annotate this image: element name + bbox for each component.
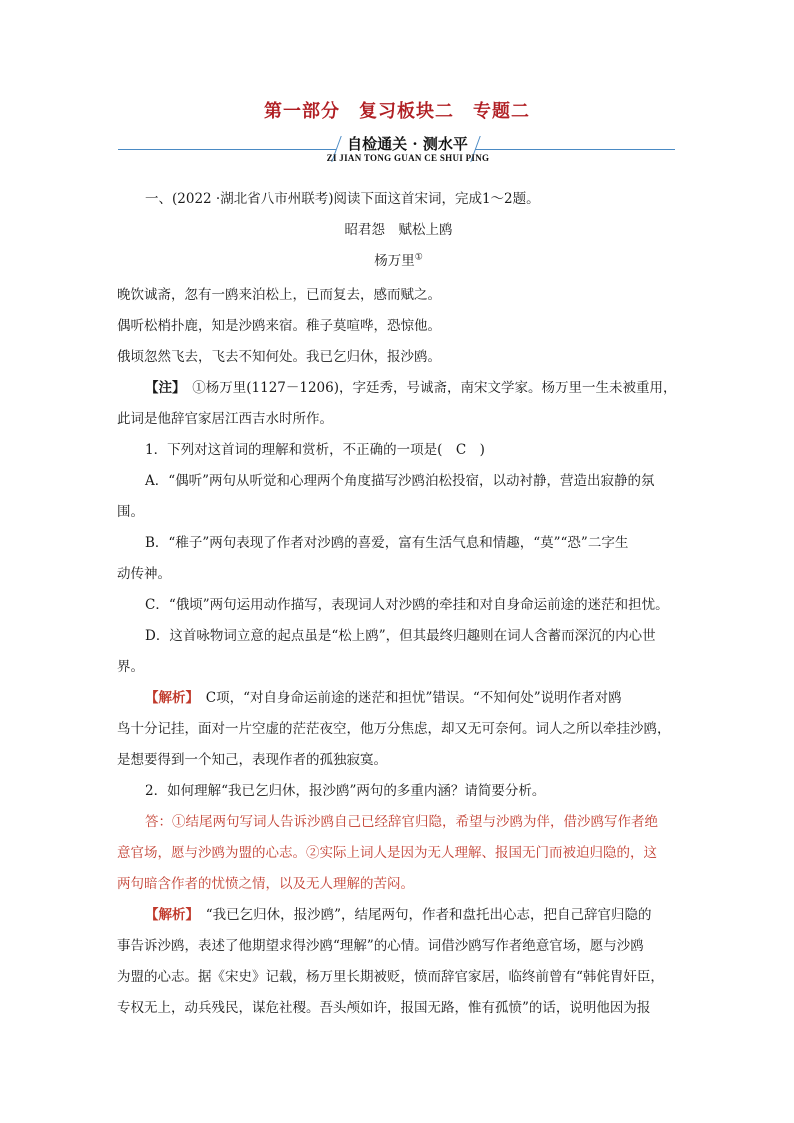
option-c: C．“俄顷”两句运用动作描写，表现词人对沙鸥的牵挂和对自身命运前途的迷茫和担忧。 bbox=[145, 597, 669, 613]
analysis-1-line bbox=[145, 686, 622, 706]
option-b-cont: 动传神。 bbox=[117, 566, 171, 582]
poem-preface: 晚饮诚斋，忽有一鸥来泊松上，已而复去，感而赋之。 bbox=[117, 287, 441, 303]
analysis-text: “我已乞归休，报沙鸥”，结尾两句，作者和盘托出心志，把自己辞官归隐的 bbox=[192, 907, 652, 923]
option-d: D．这首咏物词立意的起点虽是“松上鸥”，但其最终归趣则在词人含蓄而深沉的内心世 bbox=[145, 628, 656, 644]
banner-subtitle: ZI JIAN TONG GUAN CE SHUI PING bbox=[326, 153, 490, 163]
option-d-cont: 界。 bbox=[117, 659, 144, 675]
note-text: ①杨万里(1127－1206)，字廷秀，号诚斋，南宋文学家。杨万里一生未被重用， bbox=[178, 380, 677, 396]
analysis-2-line: 专权无上，动兵残民，谋危社稷。吾头颅如许，报国无路，惟有孤愤”的话，说明他因为报 bbox=[117, 1000, 651, 1016]
poem-title: 昭君怨 赋松上鸥 bbox=[344, 222, 453, 238]
poem-author-line bbox=[117, 249, 680, 269]
analysis-2-line: 事告诉沙鸥，表述了他期望求得沙鸥“理解”的心情。词借沙鸥写作者绝意官场，愿与沙鸥 bbox=[117, 938, 644, 954]
analysis-1-line: 鸟十分记挂，面对一片空虚的茫茫夜空，他万分焦虑，却又无可奈何。词人之所以牵挂沙鸥， bbox=[117, 721, 671, 737]
poem-verse: 偶听松梢扑鹿，知是沙鸥来宿。稚子莫喧哗，恐惊他。 bbox=[117, 318, 441, 334]
answer-2-line: 答：①结尾两句写词人告诉沙鸥自己已经辞官归隐，希望与沙鸥为伴，借沙鸥写作者绝 bbox=[145, 814, 658, 830]
question-1-stem: 1．下列对这首词的理解和赏析，不正确的一项是( C ) bbox=[145, 442, 485, 458]
option-a-cont: 围。 bbox=[117, 504, 144, 520]
analysis-label: 【解析】 bbox=[145, 907, 193, 923]
note-label: 【注】 bbox=[145, 380, 179, 396]
analysis-1-line: 是想要得到一个知己，表现作者的孤独寂寞。 bbox=[117, 752, 387, 768]
analysis-label: 【解析】 bbox=[145, 690, 193, 706]
banner-line-right bbox=[475, 149, 675, 150]
answer-2-line: 两句暗含作者的忧愤之情，以及无人理解的苦闷。 bbox=[117, 876, 414, 892]
analysis-text: C项，“对自身命运前途的迷茫和担忧”错误。“不知何处”说明作者对鸥 bbox=[192, 690, 622, 706]
banner-line-left bbox=[118, 149, 336, 150]
poem-verse: 俄顷忽然飞去，飞去不知何处。我已乞归休，报沙鸥。 bbox=[117, 349, 441, 365]
page-title: 第一部分 复习板块二 专题二 bbox=[264, 101, 530, 122]
analysis-2-line: 为盟的心志。据《宋史》记载，杨万里长期被贬，愤而辞官家居，临终前曾有“韩侂胄奸臣， bbox=[117, 969, 664, 985]
analysis-2-line bbox=[145, 903, 652, 923]
option-b: B．“稚子”两句表现了作者对沙鸥的喜爱，富有生活气息和情趣，“莫”“恐”二字生 bbox=[145, 535, 629, 551]
note-line: 此词是他辞官家居江西吉水时所作。 bbox=[117, 411, 333, 427]
question-2-stem: 2．如何理解“我已乞归休，报沙鸥”两句的多重内涵？请简要分析。 bbox=[145, 783, 546, 799]
poem-author: 杨万里 bbox=[374, 253, 415, 269]
section-banner bbox=[118, 132, 675, 168]
footnote-mark: ① bbox=[414, 252, 423, 263]
answer-2-line: 意官场，愿与沙鸥为盟的心志。②实际上词人是因为无人理解、报国无门而被迫归隐的，这 bbox=[117, 845, 657, 861]
option-a: A．“偶听”两句从听觉和心理两个角度描写沙鸥泊松投宿，以动衬静，营造出寂静的氛 bbox=[145, 473, 655, 489]
banner-title: 自检通关 · 测水平 bbox=[347, 135, 468, 153]
note-line bbox=[145, 376, 677, 396]
question-intro: 一、(2022 ·湖北省八市州联考)阅读下面这首宋词，完成1～2题。 bbox=[145, 191, 540, 207]
